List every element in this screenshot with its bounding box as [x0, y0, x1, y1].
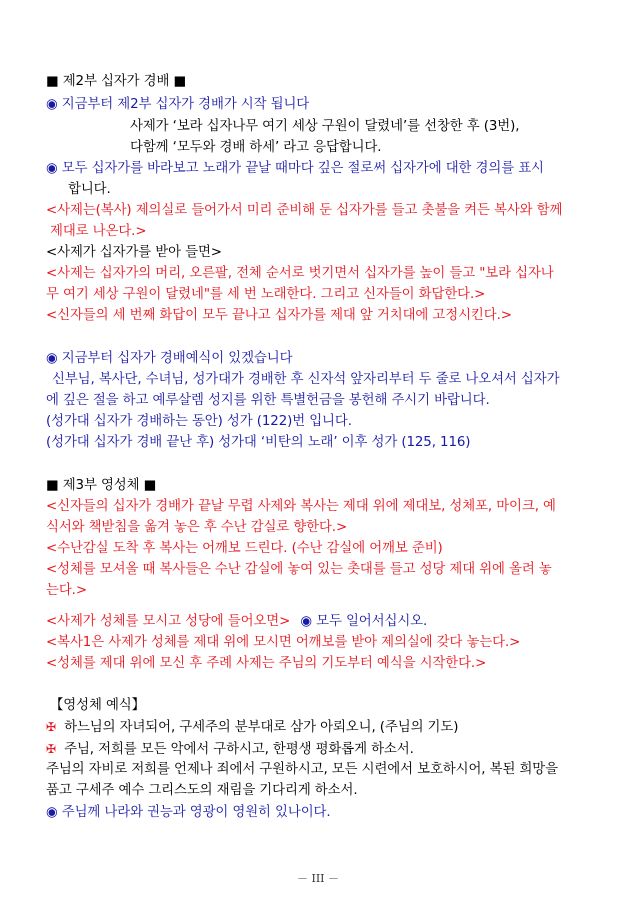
rite-celebrant-1-line [46, 718, 458, 737]
s2-announcement-2: ◉ 모두 십자가를 바라보고 노래가 끝날 때마다 깊은 절로써 십자가에 대한 경의를 표시 [46, 161, 544, 176]
s3-rubric-2: <수난감실 도착 후 복사는 어깨보 드린다. (수난 감실에 어깨보 준비) [46, 541, 443, 556]
s2-instruction-1: 사제가 ‘보라 십자나무 여기 세상 구원이 달렸네’를 선창한 후 (3번), [130, 119, 520, 134]
s2-rubric-1: <사제는(복사) 제의실로 들어가서 미리 준비해 둔 십자가를 들고 촛불을 켜든 복사와 함께 [46, 203, 563, 218]
rite-celebrant-2-line [46, 740, 414, 759]
s3-rubric-1: <신자들의 십자가 경배가 끝날 무렵 사제와 복사는 제대 위에 제대보, 성체포, 마이크, 예 [46, 499, 556, 514]
cross-icon: ✠ [46, 720, 56, 734]
s3-rubric-3: <성체를 모셔올 때 복사들은 수난 감실에 놓여 있는 촛대를 들고 성당 제대 위에 올려 놓 [46, 562, 552, 577]
s2-hymn-2: (성가대 십자가 경배 끝난 후) 성가대 ‘비탄의 노래’ 이후 성가 (125, 116) [46, 435, 471, 450]
s3-rubric-4: <사제가 성체를 모시고 성당에 들어오면> [46, 614, 291, 629]
cross-icon: ✠ [46, 742, 56, 756]
rite-prayer: 주님의 자비로 저희를 언제나 죄에서 구원하시고, 모든 시련에서 보호하시어, 복된 희망을 [46, 762, 558, 777]
s2-hymn-1: (성가대 십자가 경배하는 동안) 성가 (122)번 입니다. [46, 414, 352, 429]
s3-rubric-5: <복사1은 사제가 성체를 제대 위에 모시면 어깨보를 받아 제의실에 갖다 놓는다.> [46, 635, 521, 650]
s3-rubric-4-line [46, 613, 427, 631]
rite-celebrant-2: 주님, 저희를 모든 악에서 구하시고, 한평생 평화롭게 하소서. [64, 742, 414, 757]
s2-rubric-4: <신자들의 세 번째 화답이 모두 끝나고 십자가를 제대 앞 거치대에 고정시킨다.> [46, 308, 512, 323]
s2-rubric-2: <사제가 십자가를 받아 들면> [46, 245, 222, 260]
s2-announcement-3: ◉ 지금부터 십자가 경배예식이 있겠습니다 [46, 351, 293, 366]
rite-celebrant-1: 하느님의 자녀되어, 구세주의 분부대로 삼가 아뢰오니, (주님의 기도) [64, 720, 459, 735]
page-number: － III － [296, 872, 340, 885]
s3-response-stand: ◉ 모두 일어서십시오. [300, 614, 428, 629]
rite-heading: 【영성체 예식】 [50, 698, 145, 713]
s2-announcement-1: ◉ 지금부터 제2부 십자가 경배가 시작 됩니다 [46, 97, 310, 112]
section3-title: ■ 제3부 영성체 ■ [46, 478, 157, 493]
s3-rubric-6: <성체를 제대 위에 모신 후 주례 사제는 주님의 기도부터 예식을 시작한다.> [46, 656, 487, 671]
s2-announcement-3-l3: 에 깊은 절을 하고 예루살렘 성지를 위한 특별헌금을 봉헌해 주시기 바랍니다. [46, 393, 490, 408]
s3-rubric-3-cont: 는다.> [46, 583, 87, 598]
s2-announcement-3-l2: 신부님, 복사단, 수녀님, 성가대가 경배한 후 신자석 앞자리부터 두 줄로 나오셔서 십자가 [52, 372, 560, 387]
s2-instruction-2: 다함께 ‘모두와 경배 하세’ 라고 응답합니다. [130, 140, 382, 155]
rite-response: ◉ 주님께 나라와 권능과 영광이 영원히 있나이다. [46, 805, 331, 820]
s2-rubric-1-cont: 제대로 나온다.> [50, 224, 147, 239]
s2-rubric-3: <사제는 십자가의 머리, 오른팔, 전체 순서로 벗기면서 십자가를 높이 들고 "보라 십자나 [46, 266, 554, 281]
rite-prayer-cont: 품고 구세주 예수 그리스도의 재림을 기다리게 하소서. [46, 783, 358, 798]
s2-rubric-3-cont: 무 여기 세상 구원이 달렸네"를 세 번 노래한다. 그리고 신자들이 화답한다.> [46, 287, 486, 302]
s3-rubric-1-cont: 식서와 책받침을 옮겨 놓은 후 수난 감실로 향한다.> [46, 520, 348, 535]
s2-announcement-2-cont: 합니다. [68, 182, 111, 197]
section2-title: ■ 제2부 십자가 경배 ■ [46, 74, 186, 89]
